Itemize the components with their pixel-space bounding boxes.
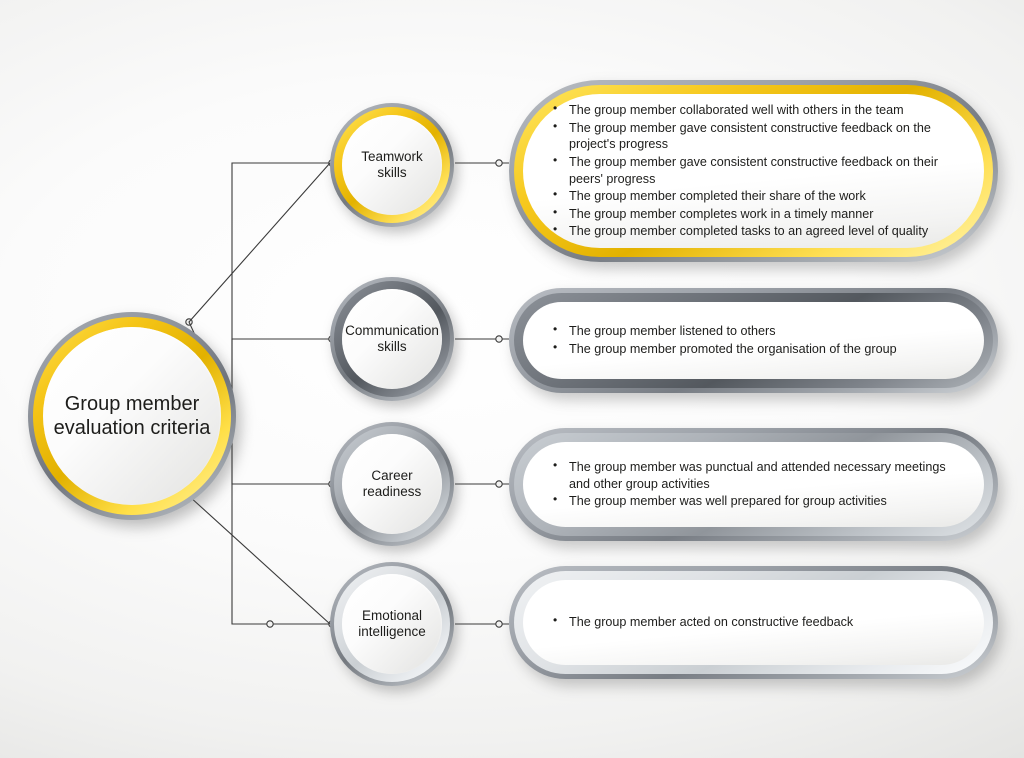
branch-node-teamwork-skills[interactable] [330, 103, 454, 227]
panel-inner [523, 580, 984, 665]
branch-label: Teamwork skills [361, 148, 423, 180]
detail-panel-emotional-intelligence [509, 566, 998, 679]
criteria-list [523, 322, 984, 358]
root-node[interactable] [28, 312, 236, 520]
root-label: Group member evaluation criteria [53, 392, 211, 439]
list-item: • The group member completed their share of the work [569, 188, 950, 205]
criteria-list [523, 101, 984, 241]
branch-label: Emotional intelligence [358, 607, 426, 639]
branch-inner [342, 574, 442, 674]
panel-inner [523, 442, 984, 527]
list-item: • The group member completes work in a timely manner [569, 206, 950, 223]
root-inner [43, 327, 221, 505]
branch-inner [342, 289, 442, 389]
detail-panel-communication-skills [509, 288, 998, 393]
branch-inner [342, 434, 442, 534]
panel-inner [523, 302, 984, 379]
branch-node-career-readiness[interactable] [330, 422, 454, 546]
detail-panel-career-readiness [509, 428, 998, 541]
list-item: • The group member listened to others [569, 323, 950, 340]
list-item: • The group member promoted the organisation of the group [569, 341, 950, 358]
list-item: • The group member was well prepared for group activities [569, 493, 950, 510]
list-item: • The group member gave consistent constructive feedback on the project's progress [569, 120, 950, 153]
branch-label: Communication skills [345, 322, 439, 354]
list-item: • The group member acted on constructive feedback [569, 614, 950, 631]
list-item: • The group member completed tasks to an agreed level of quality [569, 223, 950, 240]
branch-node-communication-skills[interactable] [330, 277, 454, 401]
detail-panel-teamwork-skills [509, 80, 998, 262]
branch-node-emotional-intelligence[interactable] [330, 562, 454, 686]
list-item: • The group member gave consistent constructive feedback on their peers' progress [569, 154, 950, 187]
branch-label: Career readiness [362, 467, 422, 499]
branch-inner [342, 115, 442, 215]
criteria-list [523, 613, 984, 632]
panel-inner [523, 94, 984, 248]
criteria-list [523, 458, 984, 511]
list-item: • The group member collaborated well with others in the team [569, 102, 950, 119]
list-item: • The group member was punctual and attended necessary meetings and other group activities [569, 459, 950, 492]
